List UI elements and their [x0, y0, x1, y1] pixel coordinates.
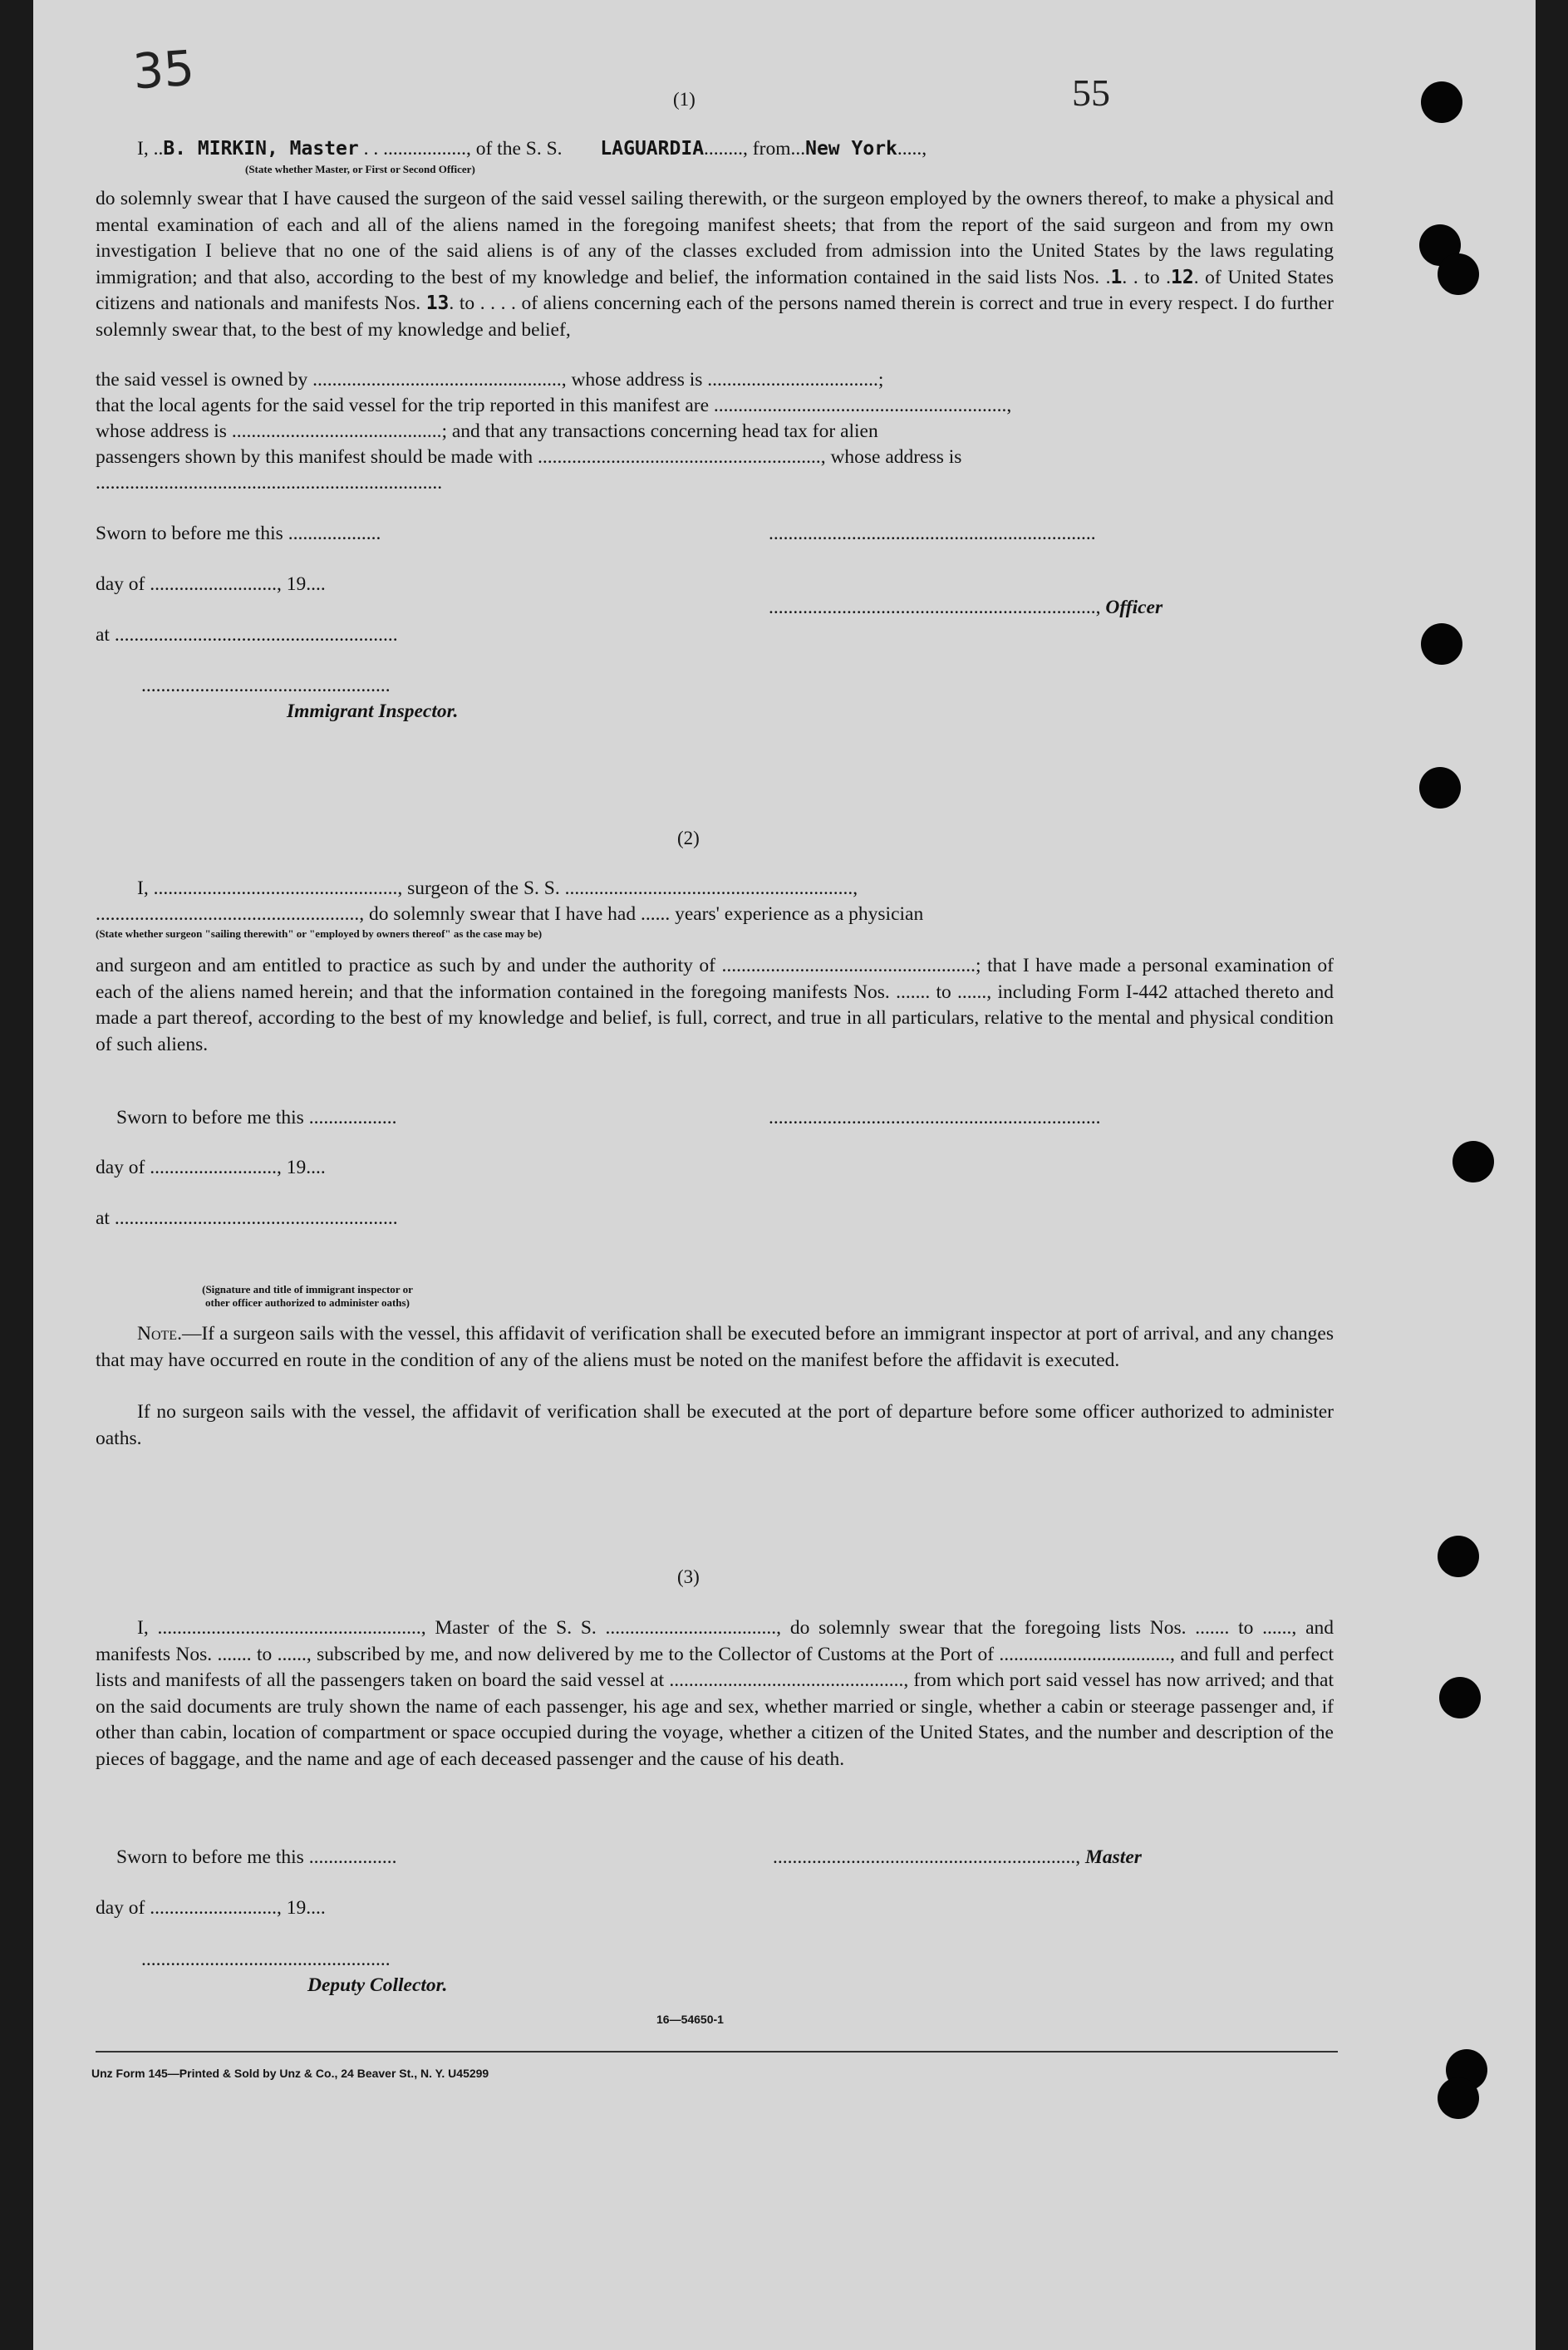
binder-hole — [1439, 1677, 1481, 1718]
section-3-sworn: Sworn to before me this .................. — [116, 1846, 397, 1868]
officer-dots: ..................................................................., — [769, 597, 1101, 618]
intro-dots-1: . . ................., — [358, 138, 471, 160]
note-label: Note. — [137, 1323, 182, 1345]
section-3-body: I, ......................................................, Master of the S. S. ..................................., do solemnly swear that the foregoing lists Nos. ....... to ......, and manifests Nos. ....... to ......, subscribed by me, and now delivered by me to the Collector of Customs at the Port of ..................................., and full and perfect lists and manifests of all the passengers taken on board the said vessel at ................................................, from which port said vessel has now arrived; and that on the said documents are truly shown the name of each passenger, his age and sex, whether married or single, whether a cabin or steerage passenger and, if other than cabin, location of compartment or space occupied during the voyage, whether a citizen of the United States, and the number and description of the pieces of baggage, and the name and age of each deceased passenger and the cause of his death. — [96, 1617, 1334, 1770]
section-2-day: day of .........................., 19.... — [96, 1157, 326, 1178]
body-a: do solemnly swear that I have caused the surgeon of the said vessel sailing therewith, or the surgeon employed by the owners thereof, to make a physical and mental examination of each and all of the aliens named in the foregoing manifest sheets; that from the report of the said surgeon and from my own investigation I believe that no one of the said aliens is of any of the classes excluded from admission into the United States by the laws regulating immigration; and that also, according to the best of my knowledge and belief, the information contained in the said lists Nos. . — [96, 188, 1334, 288]
note-paragraph-1 — [96, 1321, 1334, 1374]
binder-hole — [1421, 81, 1462, 123]
section-1-at: at .......................................................... — [96, 624, 398, 646]
section-2-body: and surgeon and am entitled to practice as such by and under the authority of ....................................................; that I have made a personal examination of each of the aliens named herein; and that the information contained in the foregoing manifests Nos. ....... to ......, including Form I-442 attached thereto and made a part thereof, according to the best of my knowledge and belief, is full, correct, and true in all particulars, relative to the mental and physical condition of such aliens. — [96, 955, 1334, 1055]
section-2-sig-caption-2: other officer authorized to administer oaths) — [205, 1296, 410, 1309]
note-text-2: If no surgeon sails with the vessel, the affidavit of verification shall be executed at the port of departure before some officer authorized to administer oaths. — [96, 1401, 1334, 1449]
printer-footer: Unz Form 145—Printed & Sold by Unz & Co., 24 Beaver St., N. Y. U45299 — [91, 2067, 489, 2080]
intro-of-ship: of the S. S. — [470, 138, 568, 160]
note-text-1: —If a surgeon sails with the vessel, this affidavit of verification shall be executed before an immigrant inspector at port of arrival, and any changes that may have occurred en route in the condition of any of the aliens must be noted on the manifest before the affidavit is executed. — [96, 1323, 1334, 1371]
section-2-line-1: I, .................................................., surgeon of the S. S. ..........................................................., — [137, 878, 858, 899]
from-dots: ... — [790, 138, 806, 160]
section-2-caption: (State whether surgeon "sailing therewith" or "employed by owners thereof" as the case may be) — [96, 927, 543, 940]
corner-number: 35 — [130, 39, 197, 101]
binder-hole — [1438, 1536, 1479, 1577]
section-2-at: at .......................................................... — [96, 1207, 398, 1229]
list-to: 12 — [1171, 266, 1194, 288]
section-1-number: (1) — [673, 89, 696, 110]
binder-hole — [1419, 767, 1461, 809]
collector-label: Deputy Collector. — [307, 1974, 448, 1996]
master-line — [773, 1846, 1142, 1869]
dots-line: ....................................................................... — [96, 472, 443, 494]
section-1-sworn: Sworn to before me this ................... — [96, 523, 381, 544]
form-reference: 16—54650-1 — [656, 2013, 724, 2026]
footer-rule — [96, 2051, 1338, 2053]
collector-dots: ................................................... — [141, 1949, 391, 1970]
ship-name: LAGUARDIA — [600, 138, 705, 160]
from-port: New York — [805, 138, 897, 160]
section-1-intro — [137, 138, 927, 160]
handwritten-mark: 55 — [1072, 71, 1110, 114]
body-b: . to . . . . of aliens concerning each of the persons named therein is correct and true in every respect. I do further solemnly swear that, to the best of my knowledge and belief, — [96, 293, 1334, 341]
intro-tail: ....., — [897, 138, 927, 160]
section-2-line-2: ......................................................, do solemnly swear that I have had ...... years' experience as a physician — [96, 903, 924, 925]
section-3-day: day of .........................., 19.... — [96, 1897, 326, 1919]
section-2-signature-dots: .................................................................... — [769, 1107, 1101, 1128]
note-paragraph-2 — [96, 1399, 1334, 1452]
binder-hole — [1421, 623, 1462, 665]
section-1-caption: (State whether Master, or First or Second Officer) — [245, 163, 475, 175]
body-mid-1: . . to . — [1122, 266, 1172, 288]
binder-hole — [1438, 2077, 1479, 2119]
passengers-line: passengers shown by this manifest should be made with .........................................................., whose address is — [96, 446, 962, 468]
section-2-number: (2) — [677, 828, 700, 848]
intro-dots-2: ........, — [704, 138, 748, 160]
section-2-sig-caption-1: (Signature and title of immigrant inspector or — [202, 1283, 413, 1295]
inspector-dots: ................................................... — [141, 675, 391, 696]
section-2-sworn: Sworn to before me this .................. — [116, 1107, 397, 1128]
binder-hole — [1438, 253, 1479, 295]
manifest-page — [33, 0, 1536, 2350]
section-1-body — [96, 186, 1334, 343]
list-from: 1 — [1110, 266, 1123, 288]
manifest-from: 13 — [425, 293, 450, 314]
officer-line — [769, 597, 1162, 619]
agents-line: that the local agents for the said vessel for the trip reported in this manifest are ............................................................, — [96, 395, 1012, 416]
intro-prefix: I, .. — [137, 138, 164, 160]
section-3-number: (3) — [677, 1566, 700, 1587]
officer-label: Officer — [1105, 597, 1163, 618]
section-1-signature-dots: ................................................................... — [769, 523, 1096, 544]
master-label: Master — [1085, 1846, 1142, 1868]
body-mid-2: . of United States citizens and nationals and manifests Nos. — [96, 266, 1335, 314]
address-line: whose address is ...........................................; and that any transactions concerning head tax for alien — [96, 420, 878, 442]
inspector-label: Immigrant Inspector. — [287, 701, 459, 722]
section-1-day: day of .........................., 19.... — [96, 573, 326, 595]
master-dots: .............................................................., — [773, 1846, 1081, 1868]
owned-line: the said vessel is owned by ..................................................., whose address is ...................................; — [96, 369, 884, 391]
binder-hole — [1452, 1141, 1494, 1182]
master-name: B. MIRKIN, Master — [163, 138, 359, 160]
from-label: from — [747, 138, 791, 160]
